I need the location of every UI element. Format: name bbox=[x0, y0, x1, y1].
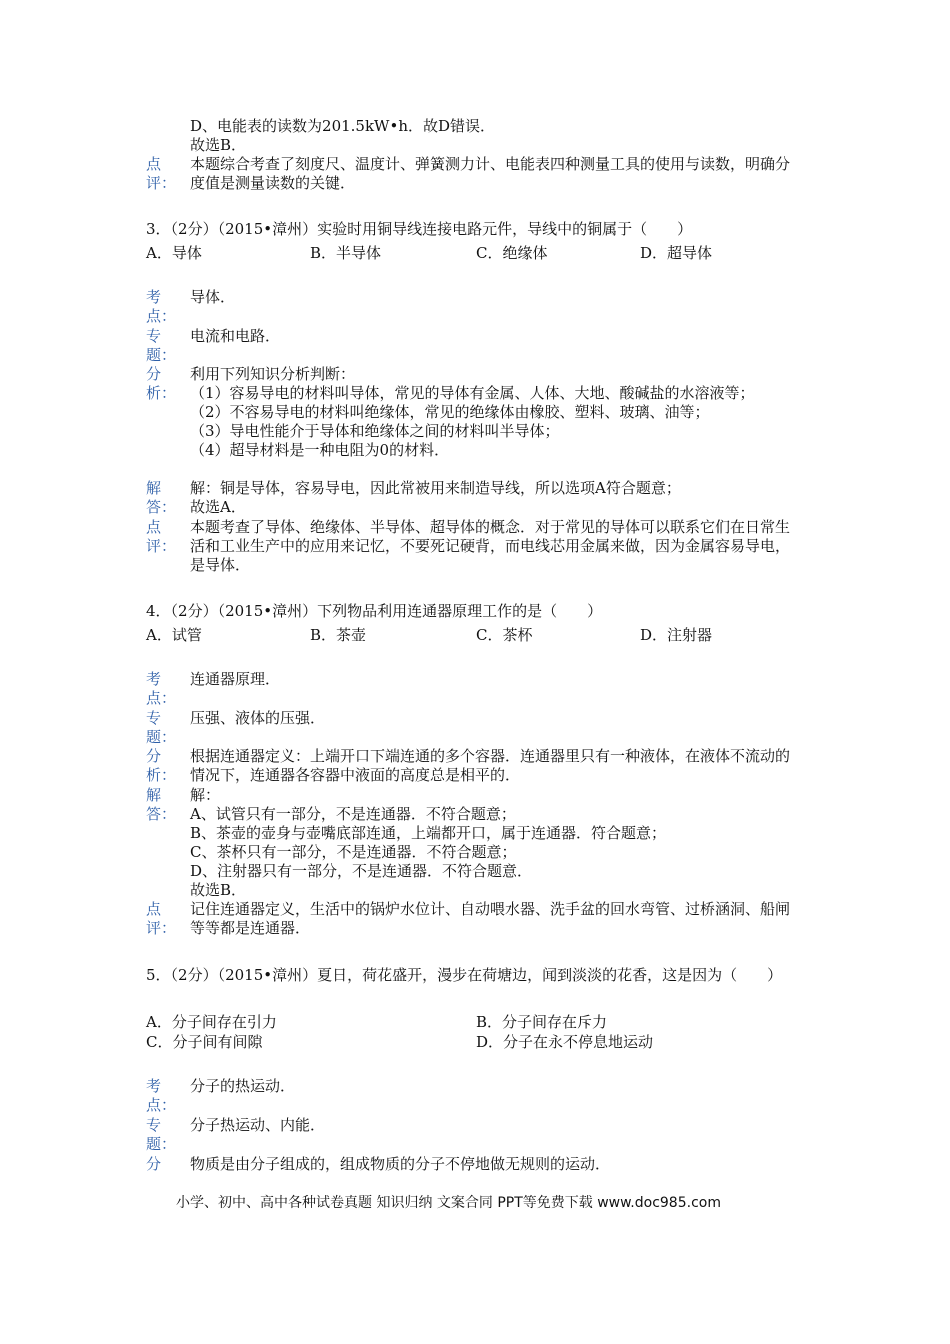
fenxi-label: 分析： bbox=[146, 365, 177, 402]
q4-option-d: D．注射器 bbox=[640, 626, 713, 644]
q3-option-b: B．半导体 bbox=[310, 244, 382, 262]
q5-option-d: D．分子在永不停息地运动 bbox=[476, 1033, 654, 1051]
q3-option-a: A．导体 bbox=[146, 244, 202, 262]
zhuanti-label: 专题： bbox=[146, 709, 177, 746]
q4-option-b: B．茶壶 bbox=[310, 626, 367, 644]
top-comment: 本题综合考查了刻度尺、温度计、弹簧测力计、电能表四种测量工具的使用与读数，明确分度值是测量读数的关键． bbox=[190, 155, 791, 192]
q3-option-d: D．超导体 bbox=[640, 244, 713, 262]
answer-line: 故选B． bbox=[190, 136, 247, 154]
fen-label: 分 bbox=[146, 1155, 162, 1173]
q4-kaodian: 连通器原理． bbox=[190, 670, 281, 688]
q3-kaodian: 导体． bbox=[190, 288, 236, 306]
answer-line: 解：铜是导体，容易导电，因此常被用来制造导线，所以选项A符合题意； bbox=[190, 479, 681, 497]
analysis-line: （1）容易导电的材料叫导体，常见的导体有金属、人体、大地、酸碱盐的水溶液等； bbox=[190, 384, 755, 402]
analysis-line: 利用下列知识分析判断： bbox=[190, 365, 356, 383]
q5-fenxi: 物质是由分子组成的，组成物质的分子不停地做无规则的运动． bbox=[190, 1155, 611, 1173]
q4-zhuanti: 压强、液体的压强． bbox=[190, 709, 326, 727]
question-5-stem: 5．（2分）（2015•漳州）夏日，荷花盛开，漫步在荷塘边，闻到淡淡的花香，这是因为（ ） bbox=[146, 966, 783, 984]
answer-line: B、茶壶的壶身与壶嘴底部连通，上端都开口，属于连通器．符合题意； bbox=[190, 824, 667, 842]
q5-option-c: C．分子间有间隙 bbox=[146, 1033, 263, 1051]
answer-line: 解： bbox=[190, 786, 221, 804]
question-4-stem: 4．（2分）（2015•漳州）下列物品利用连通器原理工作的是（ ） bbox=[146, 602, 603, 620]
answer-line: D、电能表的读数为201.5kW•h．故D错误． bbox=[190, 117, 496, 135]
q4-option-c: C．茶杯 bbox=[476, 626, 533, 644]
kaodian-label: 考点： bbox=[146, 1077, 177, 1114]
q5-option-b: B．分子间存在斥力 bbox=[476, 1013, 608, 1031]
dianping-label: 点评： bbox=[146, 900, 177, 937]
jieda-label: 解答： bbox=[146, 786, 177, 823]
q4-fenxi: 根据连通器定义：上端开口下端连通的多个容器．连通器里只有一种液体，在液体不流动的情况下，连通器各容器中液面的高度总是相平的． bbox=[190, 747, 791, 784]
jieda-label: 解答： bbox=[146, 479, 177, 516]
kaodian-label: 考点： bbox=[146, 288, 177, 325]
q5-kaodian: 分子的热运动． bbox=[190, 1077, 296, 1095]
q4-jieda bbox=[190, 786, 802, 900]
dianping-label: 点评： bbox=[146, 518, 177, 555]
zhuanti-label: 专题： bbox=[146, 1116, 177, 1153]
comment-label: 点评： bbox=[146, 155, 177, 192]
q3-dianping: 本题考查了导体、绝缘体、半导体、超导体的概念．对于常见的导体可以联系它们在日常生活和工业生产中的应用来记忆，不要死记硬背，而电线芯用金属来做，因为金属容易导电，是导体． bbox=[190, 518, 791, 574]
top-answer-lines bbox=[190, 117, 802, 155]
answer-line: A、试管只有一部分，不是连通器．不符合题意； bbox=[190, 805, 516, 823]
q5-option-a: A．分子间存在引力 bbox=[146, 1013, 277, 1031]
answer-line: D、注射器只有一部分，不是连通器．不符合题意． bbox=[190, 862, 533, 880]
q5-zhuanti: 分子热运动、内能． bbox=[190, 1116, 326, 1134]
analysis-line: （3）导电性能介于导体和绝缘体之间的材料叫半导体； bbox=[190, 422, 560, 440]
answer-line: 故选A． bbox=[190, 498, 246, 516]
answer-line: C、茶杯只有一部分，不是连通器．不符合题意； bbox=[190, 843, 517, 861]
fenxi-label: 分析： bbox=[146, 747, 177, 784]
q3-zhuanti: 电流和电路． bbox=[190, 327, 281, 345]
analysis-line: （2）不容易导电的材料叫绝缘体，常见的绝缘体由橡胶、塑料、玻璃、油等； bbox=[190, 403, 710, 421]
page-footer: 小学、初中、高中各种试卷真题 知识归纳 文案合同 PPT等免费下载 www.doc985.com bbox=[176, 1195, 721, 1211]
q3-jieda bbox=[190, 479, 802, 517]
q4-dianping: 记住连通器定义，生活中的锅炉水位计、自动喂水器、洗手盆的回水弯管、过桥涵洞、船闸等等都是连通器． bbox=[190, 900, 791, 937]
analysis-line: （4）超导材料是一种电阻为0的材料． bbox=[190, 441, 450, 459]
answer-line: 故选B． bbox=[190, 881, 247, 899]
q3-fenxi bbox=[190, 365, 802, 460]
kaodian-label: 考点： bbox=[146, 670, 177, 707]
question-3-stem: 3．（2分）（2015•漳州）实验时用铜导线连接电路元件，导线中的铜属于（ ） bbox=[146, 220, 693, 238]
zhuanti-label: 专题： bbox=[146, 327, 177, 364]
q4-option-a: A．试管 bbox=[146, 626, 202, 644]
q3-option-c: C．绝缘体 bbox=[476, 244, 548, 262]
